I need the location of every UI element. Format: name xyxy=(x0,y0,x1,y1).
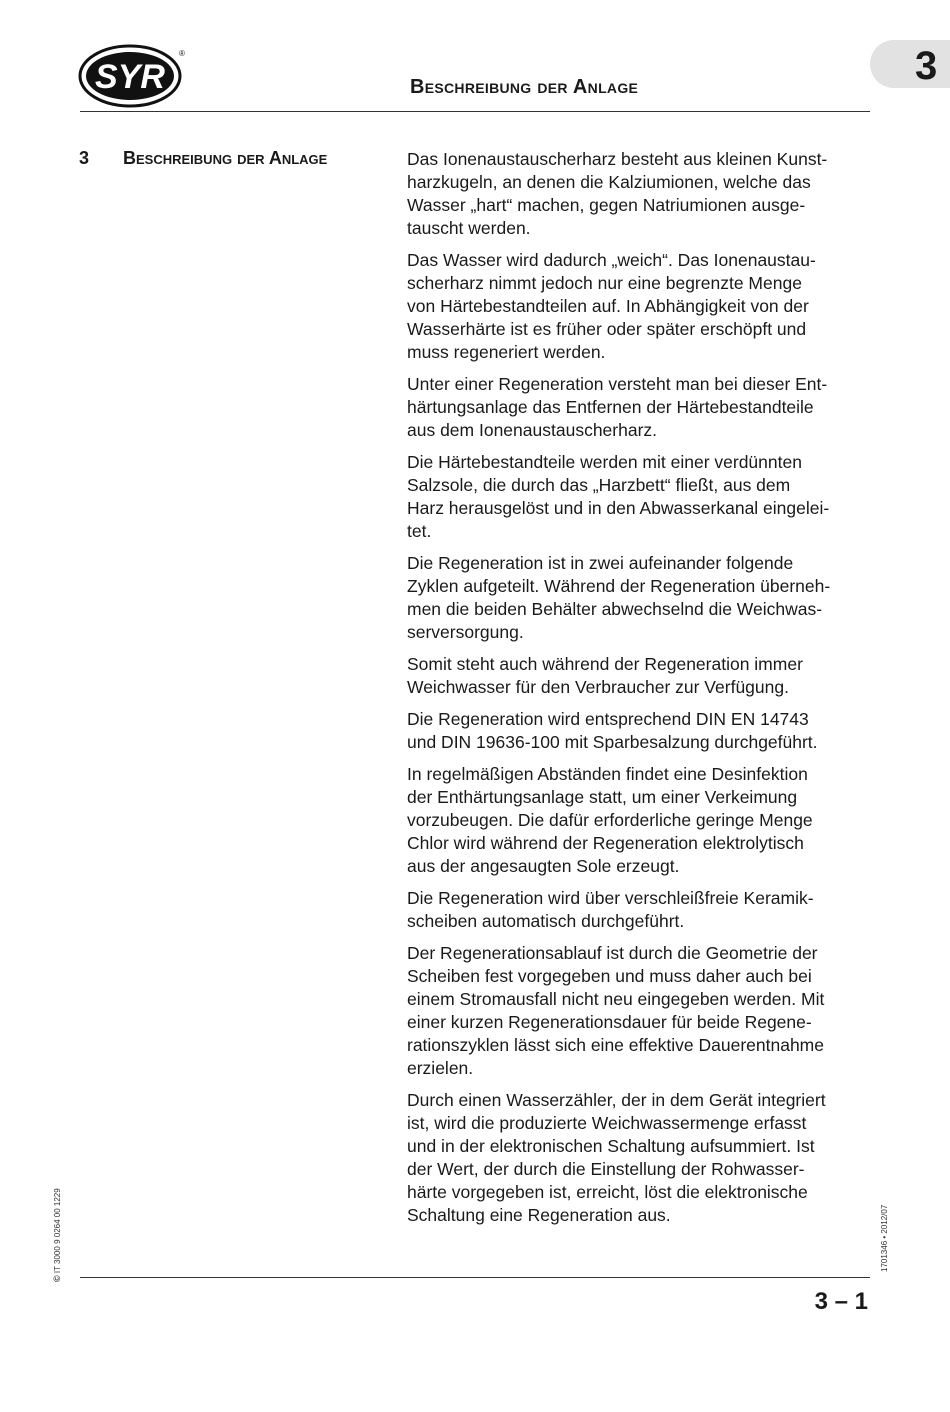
side-code-right xyxy=(880,1204,894,1342)
section-number: 3 xyxy=(79,148,90,168)
copyright-mark: © xyxy=(52,1275,62,1282)
paragraph: In regelmäßigen Abständen findet eine Desinfektion der Enthärtungsanlage statt, um einer Verkeimung vorzubeugen. Die dafür erforderliche geringe Menge Chlor wird während der Regeneration elektrolytisch aus der angesaugten Sole erzeugt. xyxy=(407,764,813,876)
paragraph: Somit steht auch während der Regeneration immer Weichwasser für den Verbraucher zur Verfügung. xyxy=(407,654,803,697)
chapter-tab-number: 3 xyxy=(915,44,938,88)
document-code-left: IT 3000 9 0264 00 1229 xyxy=(53,1188,62,1274)
paragraph: Die Regeneration wird über verschleißfreie Keramik- scheiben automatisch durchgeführt. xyxy=(407,888,814,931)
document-code-right: 1701346 • 2012/07 xyxy=(880,1204,889,1272)
paragraph: Die Regeneration wird entsprechend DIN EN 14743 und DIN 19636-100 mit Sparbesalzung durchgeführt. xyxy=(407,709,818,752)
body-text xyxy=(407,148,875,1236)
section-title: Beschreibung der Anlage xyxy=(123,148,328,168)
syr-logo xyxy=(78,40,188,110)
side-code-left xyxy=(52,1188,66,1412)
running-header-title: Beschreibung der Anlage xyxy=(410,76,639,98)
page-number: 3 – 1 xyxy=(814,1288,868,1315)
paragraph: Die Regeneration ist in zwei aufeinander folgende Zyklen aufgeteilt. Während der Regeneration überneh- men die beiden Behälter abwechselnd die Weichwas- serversorgung. xyxy=(407,553,831,642)
paragraph: Der Regenerationsablauf ist durch die Geometrie der Scheiben fest vorgegeben und muss daher auch bei einem Stromausfall nicht neu eingegeben werden. Mit einer kurzen Regenerationsdauer für beide Regene- rationszyklen lässt sich eine effektive Dauerentnahme erzielen. xyxy=(407,943,825,1078)
paragraph: Unter einer Regeneration versteht man bei dieser Ent- härtungsanlage das Entfernen der Härtebestandteile aus dem Ionenaustauscherharz. xyxy=(407,374,828,440)
paragraph: Die Härtebestandteile werden mit einer verdünnten Salzsole, die durch das „Harzbett“ fließt, aus dem Harz herausgelöst und in den Abwasserkanal eingelei- tet. xyxy=(407,452,830,541)
logo-text: SYR xyxy=(95,58,165,96)
paragraph: Das Wasser wird dadurch „weich“. Das Ionenaustau- scherharz nimmt jedoch nur eine begrenzte Menge von Härtebestandteilen auf. In Abhängigkeit von der Wasserhärte ist es früher oder später erschöpft und muss regeneriert werden. xyxy=(407,250,816,362)
chapter-tab xyxy=(870,40,950,88)
paragraph: Das Ionenaustauscherharz besteht aus kleinen Kunst- harzkugeln, an denen die Kalziumionen, welche das Wasser „hart“ machen, gegen Natriumionen ausge- tauscht werden. xyxy=(407,149,828,238)
logo-registered-mark: ® xyxy=(179,49,185,58)
paragraph: Durch einen Wasserzähler, der in dem Gerät integriert ist, wird die produzierte Weichwassermenge erfasst und in der elektronischen Schaltung aufsummiert. Ist der Wert, der durch die Einstellung der Rohwasser- härte vorgegeben ist, erreicht, löst die elektronische Schaltung eine Regeneration aus. xyxy=(407,1090,826,1225)
footer-divider xyxy=(80,1277,870,1278)
header-divider xyxy=(80,111,870,112)
